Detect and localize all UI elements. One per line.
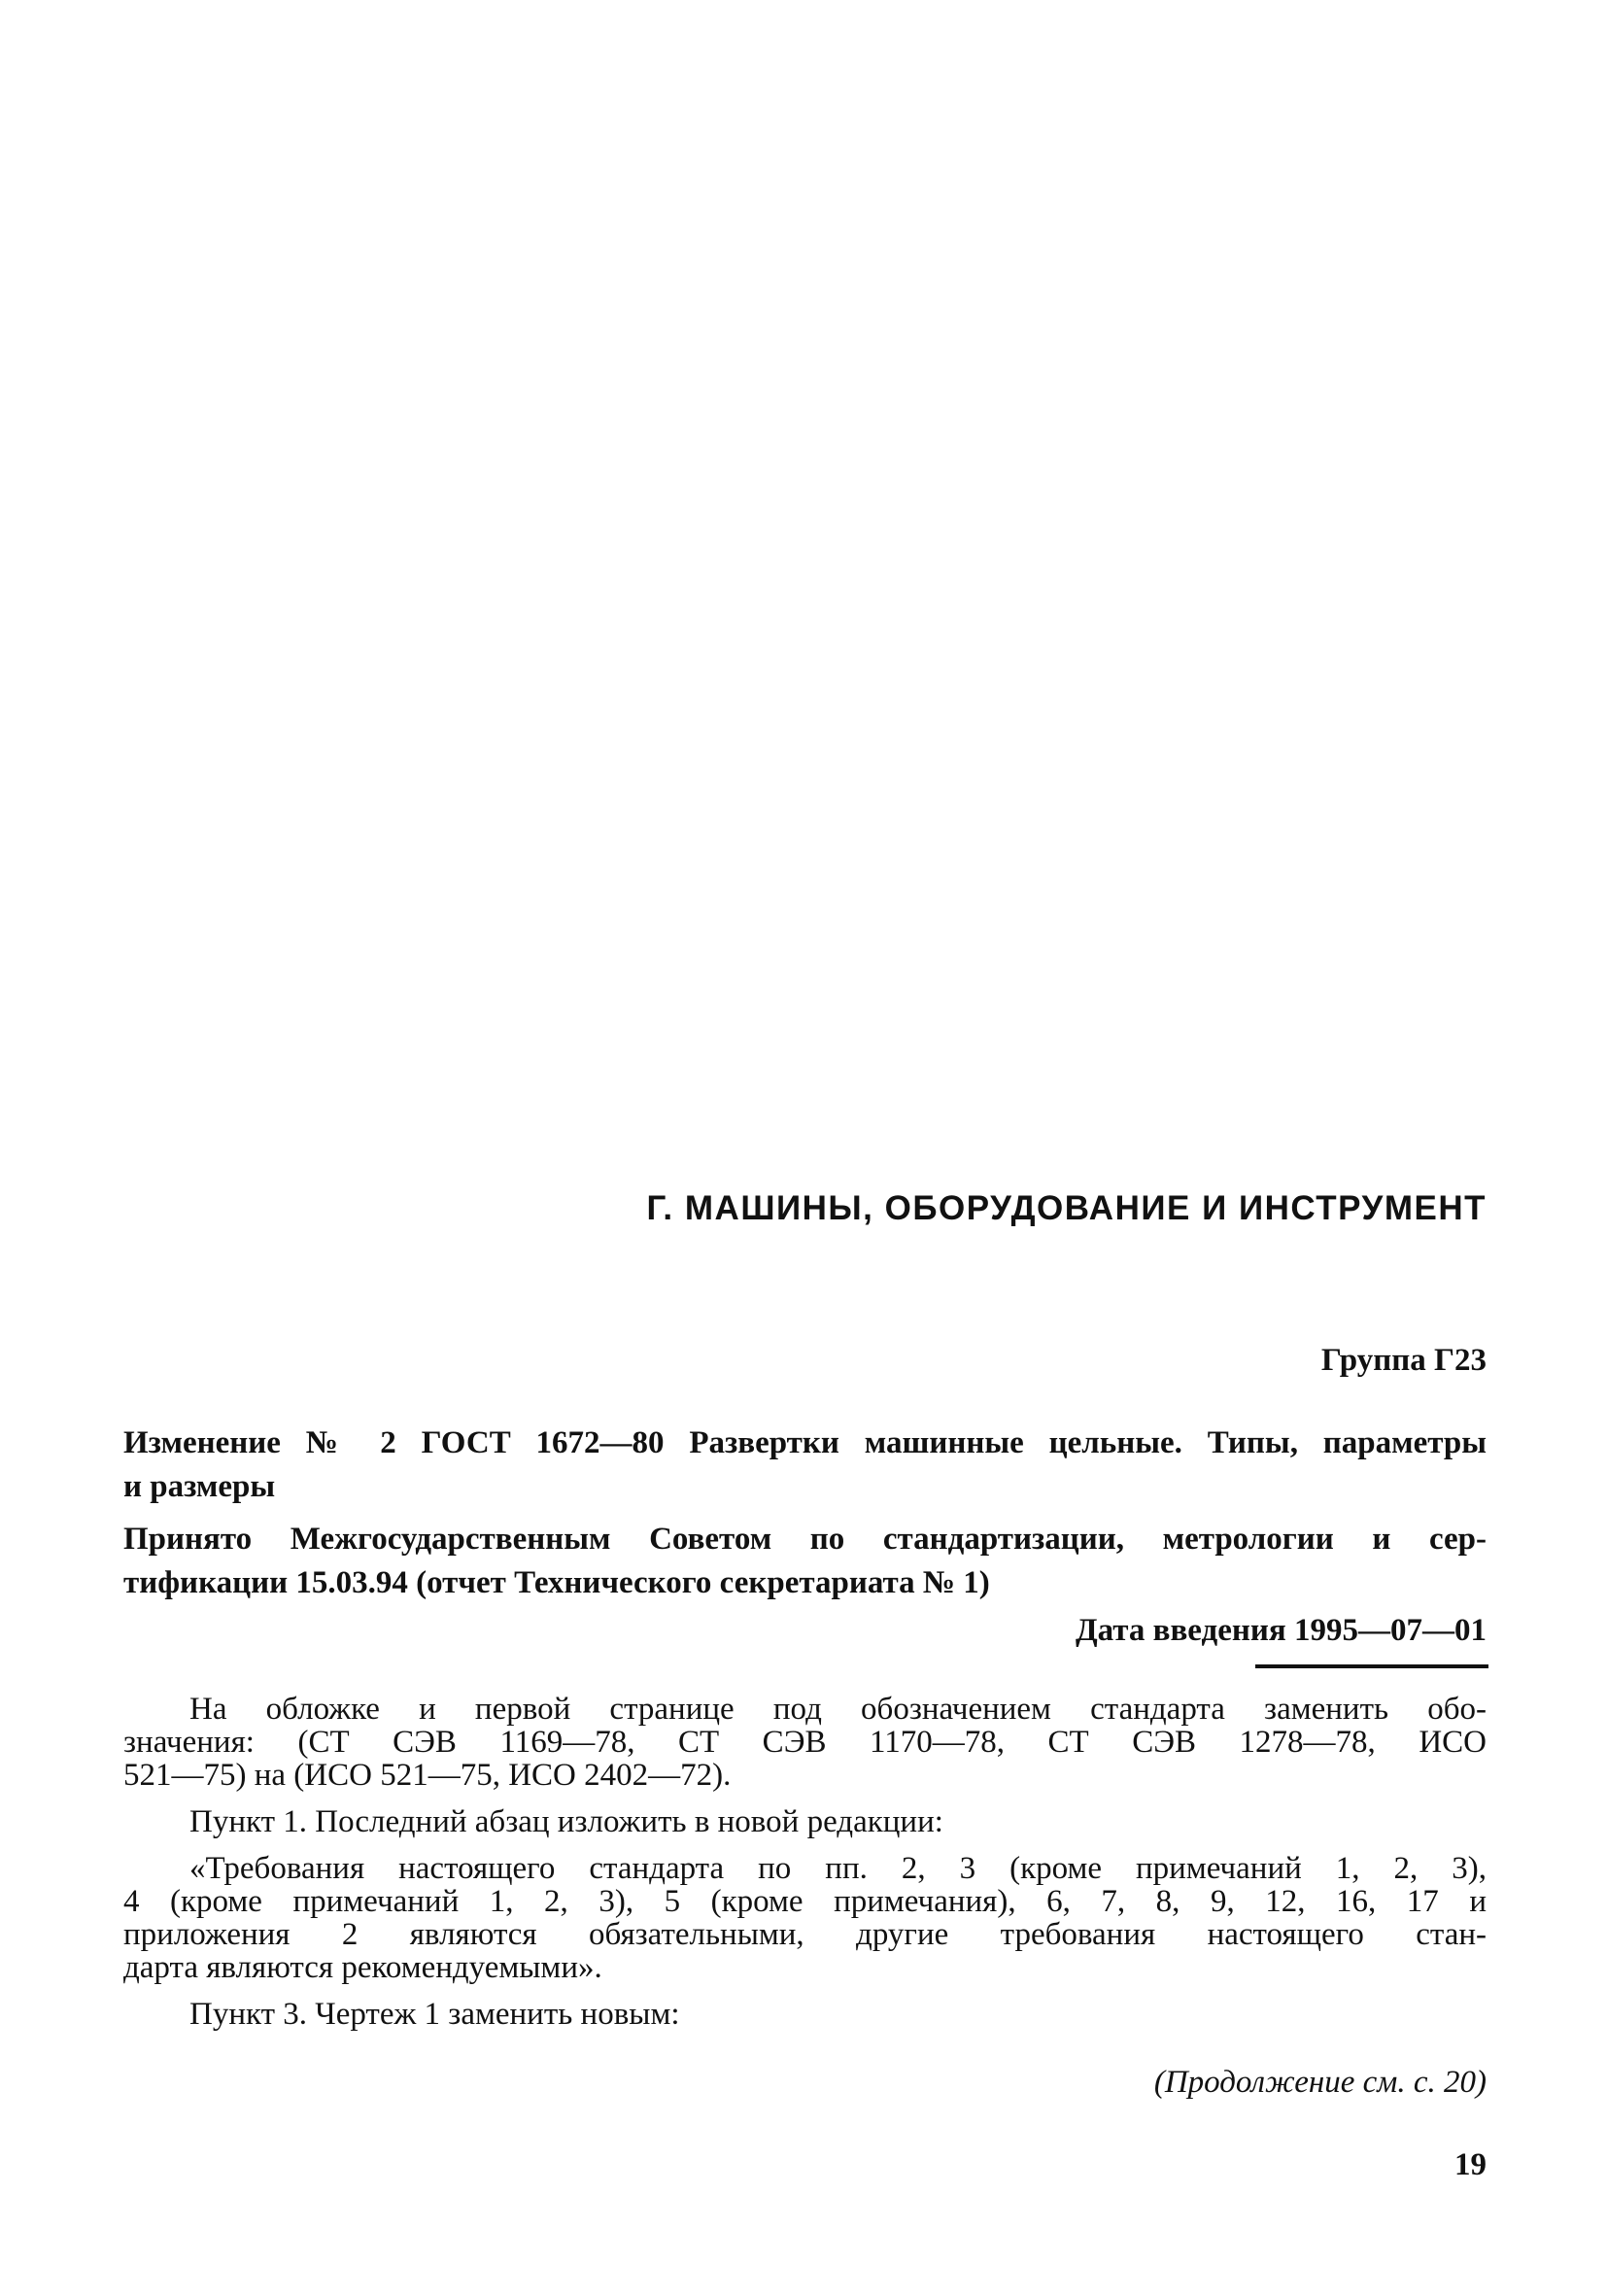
paragraph-line: 4 (кроме примечаний 1, 2, 3), 5 (кроме примечания), 6, 7, 8, 9, 12, 16, 17 и	[123, 1884, 1487, 1919]
paragraph-line: Пункт 3. Чертеж 1 заменить новым:	[189, 1997, 680, 2032]
introduction-date-value: 1995—07—01	[1294, 1613, 1487, 1648]
introduction-date-label: Дата введения	[1075, 1613, 1286, 1648]
paragraph-requirements-quote	[123, 1852, 1487, 1984]
adoption-note-line-1: Принято Межгосударственным Советом по стандартизации, метрологии и сер-	[123, 1522, 1487, 1557]
adoption-note	[123, 1518, 1487, 1605]
adoption-note-line-2: тификации 15.03.94 (отчет Технического секретариата № 1)	[123, 1565, 990, 1600]
paragraph-line: дарта являются рекомендуемыми».	[123, 1950, 602, 1985]
change-title-line-2: и размеры	[123, 1469, 276, 1504]
paragraph-item-3	[123, 1998, 1487, 2031]
introduction-date-line	[874, 1609, 1487, 1653]
paragraph-line: Пункт 1. Последний абзац изложить в новой редакции:	[189, 1804, 943, 1839]
paragraph-line: значения: (СТ СЭВ 1169—78, СТ СЭВ 1170—78, СТ СЭВ 1278—78, ИСО	[123, 1725, 1487, 1760]
paragraph-line: На обложке и первой странице под обозначением стандарта заменить обо-	[189, 1692, 1487, 1727]
group-label: Группа Г23	[1320, 1343, 1487, 1378]
body-text	[123, 1693, 1487, 2044]
section-title: Г. МАШИНЫ, ОБОРУДОВАНИЕ И ИНСТРУМЕНТ	[646, 1189, 1487, 1227]
paragraph-line: «Требования настоящего стандарта по пп. 2, 3 (кроме примечаний 1, 2, 3),	[189, 1851, 1487, 1886]
date-underline-rule	[1255, 1664, 1488, 1668]
paragraph-item-1	[123, 1805, 1487, 1838]
change-title-line-1: Изменение № 2 ГОСТ 1672—80 Развертки машинные цельные. Типы, параметры	[123, 1425, 1487, 1460]
paragraph-cover-designation	[123, 1693, 1487, 1792]
change-title	[123, 1422, 1487, 1509]
continuation-note: (Продолжение см. с. 20)	[1153, 2065, 1487, 2100]
paragraph-line: 521—75) на (ИСО 521—75, ИСО 2402—72).	[123, 1758, 732, 1793]
paragraph-line: приложения 2 являются обязательными, другие требования настоящего стан-	[123, 1917, 1487, 1952]
page-number: 19	[1454, 2147, 1487, 2182]
